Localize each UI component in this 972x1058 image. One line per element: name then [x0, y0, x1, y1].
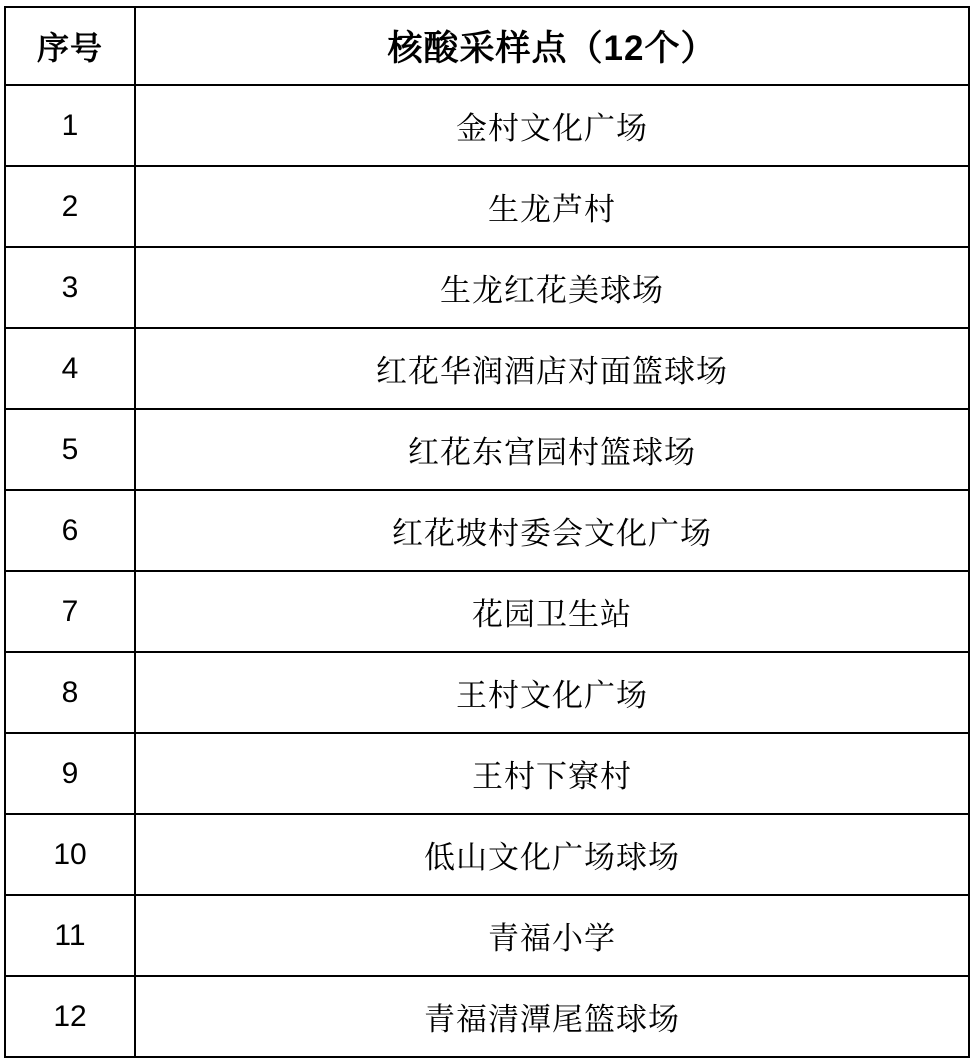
table-row [5, 733, 969, 814]
row-index: 5 [5, 409, 135, 490]
row-index: 8 [5, 652, 135, 733]
row-index: 7 [5, 571, 135, 652]
table-row [5, 247, 969, 328]
row-index: 4 [5, 328, 135, 409]
row-site-name: 青福清潭尾篮球场 [135, 976, 969, 1057]
row-site-name: 生龙芦村 [135, 166, 969, 247]
row-site-name: 金村文化广场 [135, 85, 969, 166]
row-site-name: 花园卫生站 [135, 571, 969, 652]
row-site-name: 王村下寮村 [135, 733, 969, 814]
table-row [5, 814, 969, 895]
row-index: 12 [5, 976, 135, 1057]
table-header [5, 7, 969, 85]
row-site-name: 王村文化广场 [135, 652, 969, 733]
row-index: 1 [5, 85, 135, 166]
table-row [5, 976, 969, 1057]
row-index: 3 [5, 247, 135, 328]
table-row [5, 328, 969, 409]
table-row [5, 895, 969, 976]
row-index: 2 [5, 166, 135, 247]
row-site-name: 红花坡村委会文化广场 [135, 490, 969, 571]
row-index: 9 [5, 733, 135, 814]
table-header-row [5, 7, 969, 85]
row-index: 6 [5, 490, 135, 571]
table-row [5, 166, 969, 247]
row-site-name: 红花东宫园村篮球场 [135, 409, 969, 490]
row-site-name: 生龙红花美球场 [135, 247, 969, 328]
row-index: 11 [5, 895, 135, 976]
row-site-name: 红花华润酒店对面篮球场 [135, 328, 969, 409]
table-row [5, 409, 969, 490]
row-site-name: 低山文化广场球场 [135, 814, 969, 895]
table-row [5, 85, 969, 166]
table-row [5, 652, 969, 733]
table-row [5, 490, 969, 571]
row-site-name: 青福小学 [135, 895, 969, 976]
table-body [5, 85, 969, 1057]
row-index: 10 [5, 814, 135, 895]
nucleic-acid-sampling-sites-table [4, 6, 970, 1058]
column-header-index: 序号 [5, 7, 135, 85]
table-row [5, 571, 969, 652]
column-header-site: 核酸采样点（12个） [135, 7, 969, 85]
